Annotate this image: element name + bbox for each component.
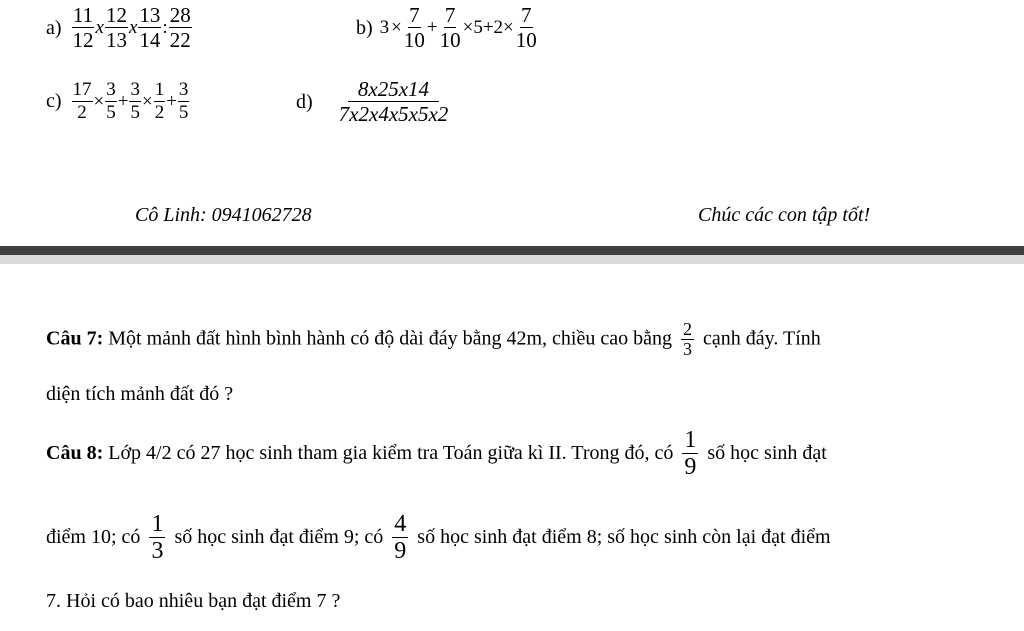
teacher-contact: Cô Linh: 0941062728	[135, 204, 312, 226]
fraction: $\frac{1}{2}$	[154, 79, 165, 123]
closing-wish: Chúc các con tập tốt!	[698, 204, 871, 226]
question-8-line-3: 7. Hỏi có bao nhiêu bạn đạt điểm 7 ?	[46, 590, 341, 612]
fraction: $\frac{17}{2}$	[72, 79, 92, 123]
exercise-c: c) $\frac{17}{2}$ × $\frac{3}{5}$ + $\frac{3}{5}$ × $\frac{1}{2}$ + $\frac{3}{5}$	[46, 79, 189, 123]
exercise-b: b) 3 × $\frac{7}{10}$ + $\frac{7}{10}$ ×5+2× $\frac{7}{10}$	[356, 3, 537, 53]
fraction: $\frac{11}{12}$	[72, 3, 94, 53]
fraction: $\frac{7}{10}$	[403, 3, 425, 53]
exercise-a: a) $\frac{11}{12}$ x $\frac{12}{13}$ x $\frac{13}{14}$ : $\frac{28}{22}$	[46, 3, 191, 53]
question-7-line-1: Câu 7: Một mảnh đất hình bình hành có độ dài đáy bằng 42m, chiều cao bằng $\frac{2}{3}$ cạnh đáy. Tính	[46, 319, 821, 359]
question-8-line-2: điểm 10; có $\frac{1}{3}$ số học sinh đạt điểm 9; có $\frac{4}{9}$ số học sinh đạt điểm 8; số học sinh còn lại đạt điểm	[46, 511, 831, 565]
fraction: $\frac{2}{3}$	[683, 319, 692, 359]
question-7-title: Câu 7:	[46, 327, 104, 350]
fraction: $\frac{12}{13}$	[105, 3, 127, 53]
exercise-c-label: c)	[46, 90, 62, 113]
exercise-d-label: d)	[296, 90, 313, 113]
question-8-line-1: Câu 8: Lớp 4/2 có 27 học sinh tham gia kiểm tra Toán giữa kì II. Trong đó, có $\frac{1}{9}$ số học sinh đạt	[46, 427, 827, 481]
fraction: $\frac{3}{5}$	[106, 79, 116, 123]
question-7-line-2: diện tích mảnh đất đó ?	[46, 383, 234, 405]
fraction: $\frac{3}{5}$	[178, 79, 189, 123]
fraction: $\frac{28}{22}$	[169, 3, 191, 53]
fraction: $\frac{1}{9}$	[684, 427, 697, 481]
fraction: $\frac{4}{9}$	[394, 511, 407, 565]
exercise-a-label: a)	[46, 16, 62, 39]
exercise-d	[296, 78, 452, 126]
fraction: $\frac{1}{3}$	[151, 511, 164, 565]
fraction: $\frac{3}{5}$	[130, 79, 140, 123]
fraction: $\frac{7}{10}$	[515, 3, 537, 53]
fraction: $\frac{8x25x14}{7x2x4x5x5x2}$	[338, 77, 449, 127]
fraction: $\frac{7}{10}$	[439, 3, 461, 53]
page-divider-dark	[0, 246, 1024, 255]
page-divider-light	[0, 255, 1024, 264]
exercise-b-label: b)	[356, 16, 373, 39]
fraction: $\frac{13}{14}$	[139, 3, 161, 53]
question-8-title: Câu 8:	[46, 441, 104, 464]
